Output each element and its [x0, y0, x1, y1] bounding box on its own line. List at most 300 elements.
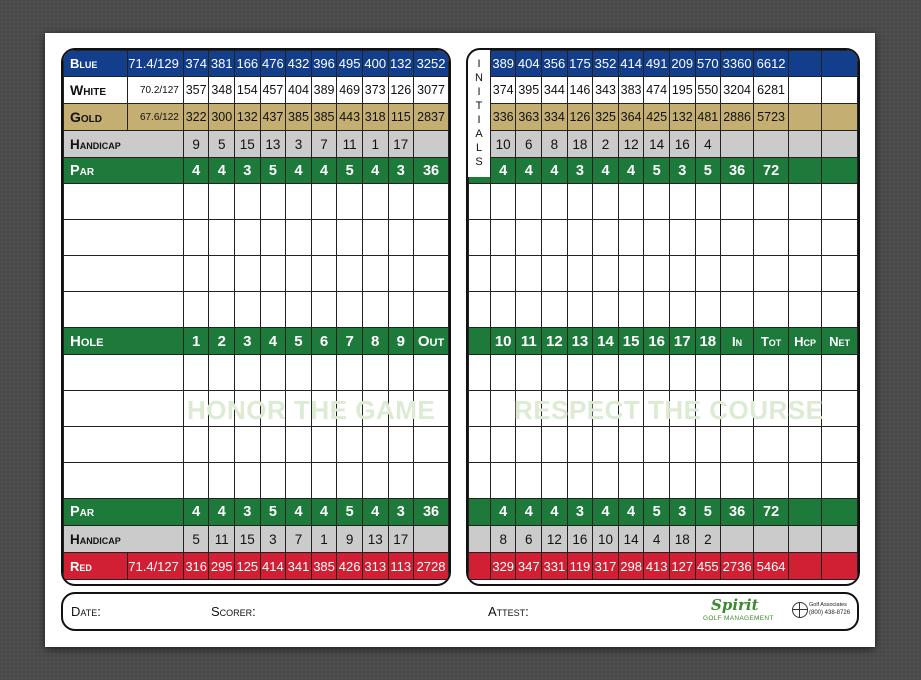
in-total: In	[721, 328, 754, 355]
score-cell[interactable]	[286, 184, 312, 220]
score-cell[interactable]	[542, 463, 568, 499]
hole-cell: 10	[490, 328, 516, 355]
initials-cell[interactable]	[469, 292, 491, 328]
score-cell[interactable]	[260, 220, 286, 256]
row-label: Par	[64, 158, 184, 184]
score-cell[interactable]	[754, 463, 789, 499]
score-cell[interactable]	[695, 427, 721, 463]
hcp-cell[interactable]	[789, 77, 822, 104]
score-cell[interactable]	[618, 355, 644, 391]
initials-cell[interactable]	[469, 256, 491, 292]
score-cell[interactable]	[789, 463, 822, 499]
net-cell[interactable]	[822, 51, 858, 77]
score-cell[interactable]	[516, 184, 542, 220]
initials-cell[interactable]	[469, 463, 491, 499]
score-cell[interactable]	[669, 292, 695, 328]
net-cell[interactable]	[822, 104, 858, 131]
hole-cell: 132	[235, 104, 261, 131]
hole-cell: 10	[593, 526, 619, 553]
hole-cell: 4	[695, 131, 721, 158]
score-cell[interactable]	[490, 355, 516, 391]
back-nine-panel	[466, 48, 860, 586]
score-cell[interactable]	[490, 256, 516, 292]
front-row-score-11	[64, 391, 449, 427]
score-cell[interactable]	[362, 256, 388, 292]
score-cell[interactable]	[183, 463, 209, 499]
score-cell[interactable]	[516, 463, 542, 499]
net-cell[interactable]	[822, 499, 858, 526]
score-cell[interactable]	[593, 184, 619, 220]
hole-cell: 570	[695, 51, 721, 77]
score-cell[interactable]	[789, 220, 822, 256]
score-cell[interactable]	[414, 463, 449, 499]
hole-cell: 300	[209, 104, 235, 131]
score-cell[interactable]	[644, 427, 670, 463]
brand-sub: GOLF MANAGEMENT	[703, 615, 774, 622]
score-cell[interactable]	[337, 427, 363, 463]
hcp-cell[interactable]	[789, 499, 822, 526]
score-cell[interactable]	[542, 427, 568, 463]
score-cell[interactable]	[754, 220, 789, 256]
score-cell[interactable]	[593, 355, 619, 391]
score-cell[interactable]	[260, 427, 286, 463]
player-name-cell[interactable]	[64, 391, 184, 427]
score-cell[interactable]	[209, 292, 235, 328]
back-nine-table	[468, 50, 858, 580]
out-total: 3252	[414, 51, 449, 77]
attest-field[interactable]: Attest:	[488, 604, 529, 619]
score-cell[interactable]	[618, 220, 644, 256]
score-cell[interactable]	[669, 463, 695, 499]
score-cell[interactable]	[414, 355, 449, 391]
score-cell[interactable]	[567, 184, 593, 220]
score-cell[interactable]	[388, 220, 414, 256]
score-cell[interactable]	[789, 292, 822, 328]
hole-cell: 373	[362, 77, 388, 104]
score-cell[interactable]	[414, 391, 449, 427]
score-cell[interactable]	[644, 292, 670, 328]
score-cell[interactable]	[286, 463, 312, 499]
hcp-cell[interactable]	[789, 158, 822, 184]
score-cell[interactable]	[789, 184, 822, 220]
score-cell[interactable]	[542, 256, 568, 292]
score-cell[interactable]	[362, 220, 388, 256]
score-cell[interactable]	[362, 427, 388, 463]
score-cell[interactable]	[542, 355, 568, 391]
score-cell[interactable]	[789, 427, 822, 463]
net-cell[interactable]	[822, 77, 858, 104]
score-cell[interactable]	[209, 184, 235, 220]
score-cell[interactable]	[388, 427, 414, 463]
player-name-cell[interactable]	[64, 184, 184, 220]
score-cell[interactable]	[542, 292, 568, 328]
hole-cell: 476	[260, 51, 286, 77]
hole-cell: 127	[669, 553, 695, 580]
score-cell[interactable]	[311, 292, 337, 328]
row-label: Handicap	[64, 131, 184, 158]
score-cell[interactable]	[644, 391, 670, 427]
score-cell[interactable]	[593, 256, 619, 292]
score-cell[interactable]	[669, 220, 695, 256]
back-row-score-8	[469, 292, 858, 328]
score-cell[interactable]	[388, 391, 414, 427]
score-cell[interactable]	[516, 292, 542, 328]
out-total: 36	[414, 499, 449, 526]
initials-cell[interactable]	[469, 184, 491, 220]
score-cell[interactable]	[789, 256, 822, 292]
score-cell[interactable]	[490, 427, 516, 463]
hole-cell: 383	[618, 77, 644, 104]
initials-cell[interactable]	[469, 427, 491, 463]
score-cell[interactable]	[414, 220, 449, 256]
score-cell[interactable]	[644, 220, 670, 256]
front-row-par2	[64, 499, 449, 526]
score-cell[interactable]	[337, 391, 363, 427]
hole-cell: 336	[490, 104, 516, 131]
score-cell[interactable]	[388, 256, 414, 292]
score-cell[interactable]	[183, 184, 209, 220]
score-cell[interactable]	[644, 355, 670, 391]
score-cell[interactable]	[593, 220, 619, 256]
score-cell[interactable]	[669, 391, 695, 427]
score-cell[interactable]	[618, 292, 644, 328]
score-cell[interactable]	[414, 184, 449, 220]
score-cell[interactable]	[822, 184, 858, 220]
initials-cell[interactable]	[469, 355, 491, 391]
net-cell[interactable]	[822, 526, 858, 553]
out-total: Out	[414, 328, 449, 355]
score-cell[interactable]	[337, 184, 363, 220]
score-cell[interactable]	[754, 391, 789, 427]
score-cell[interactable]	[789, 355, 822, 391]
back-row-score-11	[469, 391, 858, 427]
initials-cell[interactable]	[469, 499, 491, 526]
score-cell[interactable]	[567, 463, 593, 499]
score-cell[interactable]	[311, 220, 337, 256]
hole-cell: 113	[388, 553, 414, 580]
hole-cell: 6	[516, 526, 542, 553]
score-cell[interactable]	[567, 256, 593, 292]
score-cell[interactable]	[388, 463, 414, 499]
hole-cell: 334	[542, 104, 568, 131]
score-cell[interactable]	[388, 355, 414, 391]
score-cell[interactable]	[235, 292, 261, 328]
hole-cell: 5	[337, 499, 363, 526]
score-cell[interactable]	[362, 292, 388, 328]
score-cell[interactable]	[414, 427, 449, 463]
score-cell[interactable]	[286, 256, 312, 292]
score-cell[interactable]	[286, 355, 312, 391]
in-total: 36	[721, 158, 754, 184]
score-cell[interactable]	[235, 427, 261, 463]
hcp-cell[interactable]	[789, 553, 822, 580]
score-cell[interactable]	[721, 220, 754, 256]
score-cell[interactable]	[789, 391, 822, 427]
hole-cell: 3	[388, 499, 414, 526]
front-row-hole	[64, 328, 449, 355]
score-cell[interactable]	[516, 427, 542, 463]
in-total: 3360	[721, 51, 754, 77]
score-cell[interactable]	[235, 184, 261, 220]
score-cell[interactable]	[644, 463, 670, 499]
hole-cell: 3	[567, 499, 593, 526]
score-cell[interactable]	[644, 184, 670, 220]
score-cell[interactable]	[721, 427, 754, 463]
net-cell[interactable]	[822, 131, 858, 158]
score-cell[interactable]	[516, 256, 542, 292]
score-cell[interactable]	[516, 220, 542, 256]
score-cell[interactable]	[644, 256, 670, 292]
front-row-score-10	[64, 355, 449, 391]
initials-cell[interactable]	[469, 328, 491, 355]
hole-cell: 5	[260, 499, 286, 526]
score-cell[interactable]	[516, 391, 542, 427]
course-rating: 71.4/129	[128, 51, 184, 77]
score-cell[interactable]	[516, 355, 542, 391]
score-cell[interactable]	[490, 184, 516, 220]
score-cell[interactable]	[618, 256, 644, 292]
hole-cell: 13	[362, 526, 388, 553]
hole-cell: 4	[542, 499, 568, 526]
score-cell[interactable]	[183, 391, 209, 427]
score-cell[interactable]	[695, 463, 721, 499]
score-cell[interactable]	[260, 184, 286, 220]
player-name-cell[interactable]	[64, 256, 184, 292]
row-label: Gold	[64, 104, 128, 131]
score-cell[interactable]	[822, 256, 858, 292]
net-cell[interactable]	[822, 553, 858, 580]
hcp-cell[interactable]	[789, 51, 822, 77]
score-cell[interactable]	[754, 427, 789, 463]
score-cell[interactable]	[822, 391, 858, 427]
score-cell[interactable]	[183, 292, 209, 328]
date-field[interactable]: Date:	[71, 604, 101, 619]
score-cell[interactable]	[311, 427, 337, 463]
score-cell[interactable]	[311, 184, 337, 220]
score-cell[interactable]	[235, 391, 261, 427]
hole-cell: 443	[337, 104, 363, 131]
hole-cell: 3	[235, 328, 261, 355]
score-cell[interactable]	[388, 292, 414, 328]
hole-cell: 12	[618, 131, 644, 158]
hole-cell: 352	[593, 51, 619, 77]
score-cell[interactable]	[695, 292, 721, 328]
score-cell[interactable]	[414, 256, 449, 292]
score-cell[interactable]	[567, 391, 593, 427]
front-row-score-7	[64, 256, 449, 292]
front-row-score-12	[64, 427, 449, 463]
score-cell[interactable]	[209, 256, 235, 292]
player-name-cell[interactable]	[64, 463, 184, 499]
hole-cell: 8	[362, 328, 388, 355]
hole-cell: 125	[235, 553, 261, 580]
score-cell[interactable]	[337, 292, 363, 328]
initials-box[interactable]	[468, 50, 491, 177]
hcp-cell[interactable]	[789, 104, 822, 131]
score-cell[interactable]	[618, 184, 644, 220]
score-cell[interactable]	[695, 256, 721, 292]
score-cell[interactable]	[286, 292, 312, 328]
score-cell[interactable]	[669, 355, 695, 391]
front-row-handicap2	[64, 526, 449, 553]
hcp-cell[interactable]	[789, 131, 822, 158]
score-cell[interactable]	[754, 184, 789, 220]
score-cell[interactable]	[721, 184, 754, 220]
row-label: Par	[64, 499, 184, 526]
hole-cell: 9	[183, 131, 209, 158]
score-cell[interactable]	[183, 220, 209, 256]
initials-cell[interactable]	[469, 526, 491, 553]
hole-cell: 325	[593, 104, 619, 131]
score-cell[interactable]	[721, 256, 754, 292]
score-cell[interactable]	[286, 391, 312, 427]
score-cell[interactable]	[490, 463, 516, 499]
score-cell[interactable]	[695, 184, 721, 220]
course-rating: 71.4/127	[128, 553, 184, 580]
back-watermark: RESPECT THE COURSE	[514, 395, 824, 425]
score-cell[interactable]	[490, 391, 516, 427]
score-cell[interactable]	[286, 427, 312, 463]
initials-cell[interactable]	[469, 220, 491, 256]
hole-cell: 4	[618, 499, 644, 526]
score-cell[interactable]	[209, 463, 235, 499]
hole-cell: 550	[695, 77, 721, 104]
score-cell[interactable]	[209, 391, 235, 427]
score-cell[interactable]	[235, 355, 261, 391]
score-cell[interactable]	[490, 220, 516, 256]
player-name-cell[interactable]	[64, 292, 184, 328]
score-cell[interactable]	[362, 355, 388, 391]
score-cell[interactable]	[695, 220, 721, 256]
score-cell[interactable]	[542, 391, 568, 427]
hole-cell: 5	[695, 499, 721, 526]
score-cell[interactable]	[311, 391, 337, 427]
score-cell[interactable]	[721, 355, 754, 391]
score-cell[interactable]	[669, 427, 695, 463]
score-cell[interactable]	[337, 220, 363, 256]
hole-cell: 414	[618, 51, 644, 77]
net-cell[interactable]	[822, 158, 858, 184]
front-nine-panel	[61, 48, 451, 586]
hole-cell: 474	[644, 77, 670, 104]
hole-cell: 455	[695, 553, 721, 580]
score-cell[interactable]	[209, 220, 235, 256]
score-cell[interactable]	[286, 220, 312, 256]
score-cell[interactable]	[542, 184, 568, 220]
score-cell[interactable]	[311, 256, 337, 292]
score-cell[interactable]	[260, 355, 286, 391]
hole-cell: 4	[311, 158, 337, 184]
score-cell[interactable]	[362, 184, 388, 220]
score-cell[interactable]	[822, 463, 858, 499]
player-name-cell[interactable]	[64, 427, 184, 463]
score-cell[interactable]	[337, 355, 363, 391]
score-cell[interactable]	[669, 184, 695, 220]
scorer-field[interactable]: Scorer:	[211, 604, 256, 619]
score-cell[interactable]	[183, 427, 209, 463]
score-cell[interactable]	[260, 463, 286, 499]
score-cell[interactable]	[754, 256, 789, 292]
hole-cell: 329	[490, 553, 516, 580]
score-cell[interactable]	[414, 292, 449, 328]
score-cell[interactable]	[754, 355, 789, 391]
score-cell[interactable]	[567, 220, 593, 256]
score-cell[interactable]	[362, 391, 388, 427]
hole-cell: 364	[618, 104, 644, 131]
hole-cell: 3	[669, 158, 695, 184]
score-cell[interactable]	[183, 355, 209, 391]
score-cell[interactable]	[567, 292, 593, 328]
initials-label: INITIALS	[473, 57, 485, 170]
score-cell[interactable]	[260, 292, 286, 328]
tot-total: 5723	[754, 104, 789, 131]
score-cell[interactable]	[490, 292, 516, 328]
hole-cell: 18	[695, 328, 721, 355]
player-name-cell[interactable]	[64, 355, 184, 391]
score-cell[interactable]	[183, 256, 209, 292]
score-cell[interactable]	[822, 220, 858, 256]
score-cell[interactable]	[567, 355, 593, 391]
score-cell[interactable]	[235, 463, 261, 499]
score-cell[interactable]	[669, 256, 695, 292]
score-cell[interactable]	[822, 427, 858, 463]
score-cell[interactable]	[618, 391, 644, 427]
hcp-cell[interactable]	[789, 526, 822, 553]
score-cell[interactable]	[235, 256, 261, 292]
player-name-cell[interactable]	[64, 220, 184, 256]
score-cell[interactable]	[260, 391, 286, 427]
score-cell[interactable]	[209, 355, 235, 391]
score-cell[interactable]	[542, 220, 568, 256]
score-cell[interactable]	[695, 355, 721, 391]
brand-name: Spirit	[711, 596, 759, 614]
score-cell[interactable]	[337, 256, 363, 292]
score-cell[interactable]	[721, 292, 754, 328]
hole-cell: 5	[644, 499, 670, 526]
initials-cell[interactable]	[469, 391, 491, 427]
initials-cell[interactable]	[469, 553, 491, 580]
score-cell[interactable]	[311, 355, 337, 391]
score-cell[interactable]	[593, 463, 619, 499]
hole-cell: 344	[542, 77, 568, 104]
score-cell[interactable]	[388, 184, 414, 220]
score-cell[interactable]	[721, 463, 754, 499]
score-cell[interactable]	[822, 355, 858, 391]
score-cell[interactable]	[618, 427, 644, 463]
score-cell[interactable]	[567, 427, 593, 463]
score-cell[interactable]	[260, 256, 286, 292]
score-cell[interactable]	[721, 391, 754, 427]
score-cell[interactable]	[337, 463, 363, 499]
score-cell[interactable]	[822, 292, 858, 328]
score-cell[interactable]	[311, 463, 337, 499]
score-cell[interactable]	[593, 292, 619, 328]
score-cell[interactable]	[695, 391, 721, 427]
globe-icon	[792, 602, 808, 618]
score-cell[interactable]	[593, 427, 619, 463]
score-cell[interactable]	[754, 292, 789, 328]
score-cell[interactable]	[235, 220, 261, 256]
hole-cell: 1	[311, 526, 337, 553]
score-cell[interactable]	[618, 463, 644, 499]
score-cell[interactable]	[209, 427, 235, 463]
score-cell[interactable]	[362, 463, 388, 499]
hole-cell: 4	[311, 499, 337, 526]
back-row-handicap	[469, 131, 858, 158]
tot-total	[754, 526, 789, 553]
hole-cell: 11	[209, 526, 235, 553]
score-cell[interactable]	[593, 391, 619, 427]
